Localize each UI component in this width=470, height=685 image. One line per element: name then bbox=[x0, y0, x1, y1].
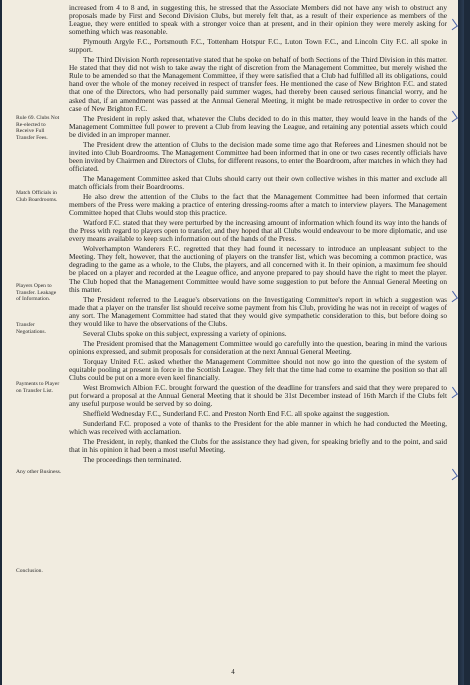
paragraph: Plymouth Argyle F.C., Portsmouth F.C., Tottenham Hotspur F.C., Luton Town F.C., and Lincoln City F.C. all spoke in support. bbox=[69, 37, 447, 55]
paragraph: The President, in reply, thanked the Clubs for the assistance they had given, for speaking briefly and to the point, and said that in his opinion it had been a most useful Meeting. bbox=[69, 437, 447, 455]
page-edge bbox=[458, 0, 464, 685]
paragraph: Sunderland F.C. proposed a vote of thanks to the President for the able manner in which he had conducted the Meeting, which was received with acclamation. bbox=[69, 419, 447, 437]
paragraph: The President promised that the Management Committee would go carefully into the question, bearing in mind the various opinions expressed, and submit proposals for consideration at the next Annual General Meeting. bbox=[69, 338, 447, 356]
paragraph: The President referred to the League's observations on the Investigating Committee's report in which a suggestion was made that a player on the transfer list should receive some payment from his Club, providing he was not in receipt of wages of any sort. The Management Committee had stated that they would give sympathetic consideration to this, but before doing so they would like to have the observations of the Clubs. bbox=[69, 294, 447, 328]
paragraph: Wolverhampton Wanderers F.C. regretted that they had found it necessary to introduce an unpleasant subject to the Meeting. They felt, however, that the auctioning of players on the transfer list, which was becoming a common practice, was degrading to the game as a whole, to the Clubs, the players, and all concerned with it. In their opinion, a maximum fee should be placed on a player and recorded at the League office, and anyone prepared to pay should have the right to meet the player. The Club hoped that the Management Committee would have some suggestion to put before the Annual General Meeting on this matter. bbox=[69, 244, 447, 294]
side-note-players-open-to-transfer: Players Open to Transfer. Leakage of Information. bbox=[16, 283, 57, 303]
side-note-conclusion: Conclusion. bbox=[16, 568, 43, 574]
pen-check-mark bbox=[447, 291, 458, 302]
paragraph: increased from 4 to 8 and, in suggesting this, he stressed that the Associate Members did not have any wish to obstruct any proposals made by First and Second Division Clubs, but merely felt that, as a result of their experience as members of the League, they were entitled to speak with a stronger voice than at present, and in their opinion they were merely asking for something which was reasonable. bbox=[69, 3, 447, 37]
paragraph: The President in reply asked that, whatever the Clubs decided to do in this matter, they would leave in the hands of the Management Committee full power to prevent a Club from leaving the League, and retaining any potential assets which could be divided in an improper manner. bbox=[69, 113, 447, 139]
side-note-transfer-negotiations: Transfer Negotiations. bbox=[16, 322, 46, 335]
paragraph: Watford F.C. stated that they were perturbed by the increasing amount of information which found its way into the hands of the Press with regard to players open to transfer, and they hoped that all Clubs would endeavour to be more diplomatic, and use every means available to keep such information out of the hands of the Press. bbox=[69, 218, 447, 244]
paragraph: The Management Committee asked that Clubs should carry out their own collective wishes in this matter and exclude all match officials from their Boardrooms. bbox=[69, 173, 447, 191]
paragraph: He also drew the attention of the Clubs to the fact that the Management Committee had been informed that certain members of the Press were making a practice of entering dressing-rooms after a match to interview players. The Management Committee hoped that Clubs would stop this practice. bbox=[69, 192, 447, 218]
document-page bbox=[2, 0, 464, 685]
minutes-body bbox=[69, 4, 447, 464]
pen-check-mark bbox=[447, 387, 458, 398]
paragraph: Several Clubs spoke on this subject, expressing a variety of opinions. bbox=[83, 328, 287, 338]
page-number: 4 bbox=[231, 668, 235, 676]
pen-check-mark bbox=[447, 111, 458, 122]
paragraph: Torquay United F.C. asked whether the Management Committee should not now go into the question of the system of equitable pooling at present in force in the Scottish League. They felt that the time had come to examine the position so that all Clubs could be put on a more even keel financially. bbox=[69, 356, 447, 383]
paragraph: The Third Division North representative stated that he spoke on behalf of both Sections of the Third Division in this matter. He stated that they did not wish to take away the right of discretion from the Management Committee, but merely wished the Rule to be amended so that the Management Committee, if they were satisfied that a Club had fulfilled all its obligations, could hand over the whole of the money received in respect of transfer fees. He mentioned the case of New Brighton F.C. and stated that one of the Directors, who had personally paid summer wages, had thereby been caused serious financial worry, and he asked that, if an amendment was passed at the Annual General Meeting, it might be made retrospective in order to cover the case of New Brighton F.C. bbox=[69, 55, 447, 113]
side-note-any-other-business: Any other Business. bbox=[16, 469, 62, 475]
paragraph: The proceedings then terminated. bbox=[83, 455, 182, 465]
pen-check-mark bbox=[447, 19, 458, 30]
side-note-payments-to-player: Payments to Player on Transfer List. bbox=[16, 381, 60, 394]
side-note-rule-69: Rule 69. Clubs Not Re-elected to Receive Full Transfer Fees. bbox=[16, 115, 60, 141]
pen-check-mark bbox=[447, 469, 458, 480]
paragraph: The President drew the attention of Clubs to the decision made some time ago that Referees and Linesmen should not be invited into Club Boardrooms. The Management Committee had been informed that in one or two cases recently officials have been invited by Chairmen and Directors of Clubs, for different reasons, to enter the Boardroom, after matches in which they had officiated. bbox=[69, 139, 447, 173]
paragraph: Sheffield Wednesday F.C., Sunderland F.C. and Preston North End F.C. all spoke against the suggestion. bbox=[83, 409, 390, 419]
paragraph: West Bromwich Albion F.C. brought forward the question of the deadline for transfers and said that they were prepared to put forward a proposal at the Annual General Meeting that it should be 31st December instead of 16th March if the Clubs felt any useful purpose would be served by so doing. bbox=[69, 383, 447, 409]
side-note-match-officials: Match Officials in Club Boardrooms. bbox=[16, 190, 58, 203]
